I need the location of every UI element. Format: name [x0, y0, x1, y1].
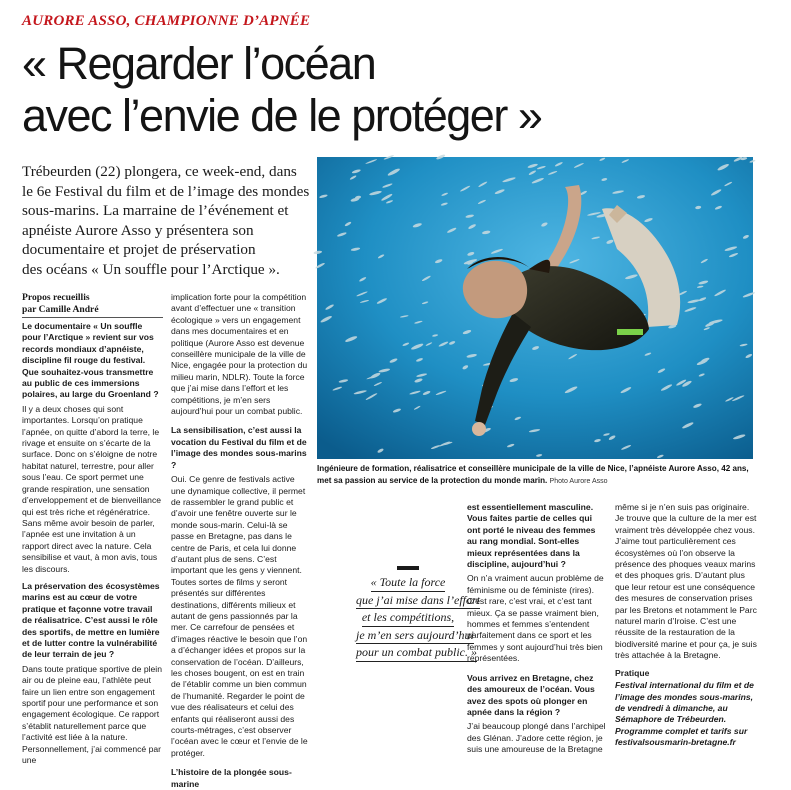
pratique-title: Pratique: [615, 667, 650, 678]
headline: [22, 38, 622, 142]
standfirst-line: documentaire et projet de préservation: [22, 241, 256, 258]
headline-line-2: avec l’envie de le protéger »: [22, 90, 542, 141]
answer-1: Il y a deux choses qui sont importantes. Lorsqu’on pratique l’apnée, on quitte d’abord la terre, le rivage et ensuite on s’écarte de la surface. Donc on s’éloigne de notre habitat naturel, terrestre, pour aller sous l’eau. Ce sport permet une grande respiration, une sensation d’enveloppement et de bienveillance qui est très riche et régénératrice. Sans même avoir besoin de parler, l’apnée est une invitation à un rapport direct avec la nature. Cela sensibilise et vaut, à mon avis, tous les discours.: [22, 403, 162, 574]
photo-credit: Photo Aurore Asso: [549, 477, 608, 485]
column-3: [467, 502, 606, 755]
answer-5: J’ai beaucoup plongé dans l’archipel des Glénan. J’adore cette région, je suis une amoureuse de la Bretagne: [467, 721, 606, 755]
standfirst: [22, 162, 310, 279]
diver-photo-illustration: [317, 157, 753, 459]
answer-4: On n’a vraiment aucun problème de féminisme ou de féministe (rires). C’est rare, c’est vrai, et c’est tant mieux. Ça se passe vraiment bien, hommes et femmes s’entendent parfaitement dans ce sport et les femmes y sont aujourd’hui très bien représentées.: [467, 573, 604, 664]
standfirst-line: sous-marins. La marraine de l’événement et: [22, 202, 289, 219]
answer-2-continued: implication forte pour la compétition avant d’effectuer une « transition écologique » vers un engagement dans mes documentaires et en politique (Aurore Asso est devenue conseillère municipale de la ville de Nice, engagée pour la protection du milieu marin, NDLR). Toute la force que j’ai mise dans l’effort et les compétitions, je m’en sers aujourd’hui pour un combat public.: [171, 292, 308, 417]
column-2: [171, 292, 310, 789]
byline: [22, 292, 162, 315]
standfirst-line: apnéiste Aurore Asso y présentera son: [22, 221, 254, 239]
byline-line: Propos recueillis: [22, 292, 90, 303]
answer-2: Dans toute pratique sportive de plein air ou de pleine eau, l’athlète peut faire un lien entre son engagement sportif pour une performance et son engagement écologique. Ce rapport s’établit naturellement parce que l’activité est liée à la nature. Personnellement, j’ai commencé par une: [22, 663, 162, 766]
byline-rule: [22, 317, 163, 318]
column-4: [615, 502, 757, 746]
question-4: L’histoire de la plongée sous-marine: [171, 767, 292, 789]
standfirst-line: Trébeurden (22) plongera, ce week-end, dans: [22, 163, 297, 180]
pull-quote-line: pour un combat public. »: [356, 644, 477, 662]
standfirst-line: le 6e Festival du film et de l’image des mondes: [22, 182, 310, 200]
kicker: AURORE ASSO, CHAMPIONNE D’APNÉE: [22, 13, 311, 29]
answer-5-continued: même si je n’en suis pas originaire. Je trouve que la culture de la mer est vraiment très développée chez vous. J’aime tout particulièrement ces écosystèmes où l’on observe la présence des phoques veaux marins et des phoques gris. D’autant plus que leur retour est une conséquence des mesures de conservation prises par les Bretons et notamment le Parc naturel marin d’Iroise. C’est une réussite de la restauration de la biodiversité marine et pour ça, je suis très attachée à la Bretagne.: [615, 502, 757, 661]
pull-quote-bar: [397, 566, 419, 570]
article-photo: [317, 157, 753, 459]
headline-line-1: « Regarder l’océan: [22, 38, 376, 89]
question-1: Le documentaire « Un souffle pour l’Arctique » revient sur vos records mondiaux d’apnéiste, discipline fil rouge du festival. Que souhaitez-vous transmettre au public de ces immersions polaires, au large du Groenland ?: [22, 321, 159, 400]
byline-line: par Camille André: [22, 303, 99, 315]
question-3: La sensibilisation, c’est aussi la vocation du Festival du film et de l’image des mondes sous-marins ?: [171, 425, 307, 470]
photo-caption: [317, 463, 757, 487]
pull-quote-line: « Toute la force: [371, 574, 446, 592]
standfirst-line: des océans « Un souffle pour l’Arctique ».: [22, 260, 280, 278]
pratique-info: Festival international du film et de l’image des mondes sous-marins, de vendredi à dimanche, au Sémaphore de Trébeurden. Programme complet et tarifs sur festivalsousmarin-bretagne.fr: [615, 680, 754, 748]
pull-quote-line: je m’en sers aujourd’hui: [356, 627, 474, 645]
question-5: Vous arrivez en Bretagne, chez des amoureux de l’océan. Vous avez des spots où plonger en apnée dans la région ?: [467, 672, 595, 717]
question-2: La préservation des écosystèmes marins est au cœur de votre pratique et façonne votre travail de réalisatrice. C’est aussi le rôle des sportifs, de mettre en lumière et de lutter contre la vulnérabilité de leur terrain de jeu ?: [22, 580, 160, 660]
caption-text: Ingénieure de formation, réalisatrice et conseillère municipale de la ville de Nice, l’apnéiste Aurore Asso, 42 ans, met sa passion au service de la protection du monde marin.: [317, 464, 749, 485]
pull-quote-line: et les compétitions,: [362, 609, 454, 627]
pull-quote: [356, 566, 480, 662]
pull-quote-line: que j’ai mise dans l’effort: [356, 592, 480, 610]
question-4-continued: est essentiellement masculine. Vous faites partie de celles qui ont porté le niveau des femmes au rang mondial. Sont-elles mieux représentées dans la discipline, aujourd’hui ?: [467, 502, 596, 570]
answer-3: Oui. Ce genre de festivals active une dynamique collective, il permet de rassembler le grand public et d’avoir une fenêtre ouverte sur le monde sous-marin. Celui-là se passe en Bretagne, pas dans le centre de Paris, et cela lui donne d’autant plus de sens. C’est important que les gens y viennent. Toutes sortes de films y seront présentés sur différentes destinations, différents milieux et autant de gens passionnés par la mer. Ce carrefour de pensées et d’images réactive le besoin que l’on a d’échanger idées et propos sur la conservation de l’océan. D’ailleurs, les choses bougent, on est en train de l’établir comme un bien commun de l’humanité. Regarder le point de vue des réalisateurs et celui des enfants qui réaliseront aussi des courts-métrages, c’est observer l’océan avec le cœur et l’envie de le protéger.: [171, 474, 308, 758]
column-1: [22, 321, 163, 766]
